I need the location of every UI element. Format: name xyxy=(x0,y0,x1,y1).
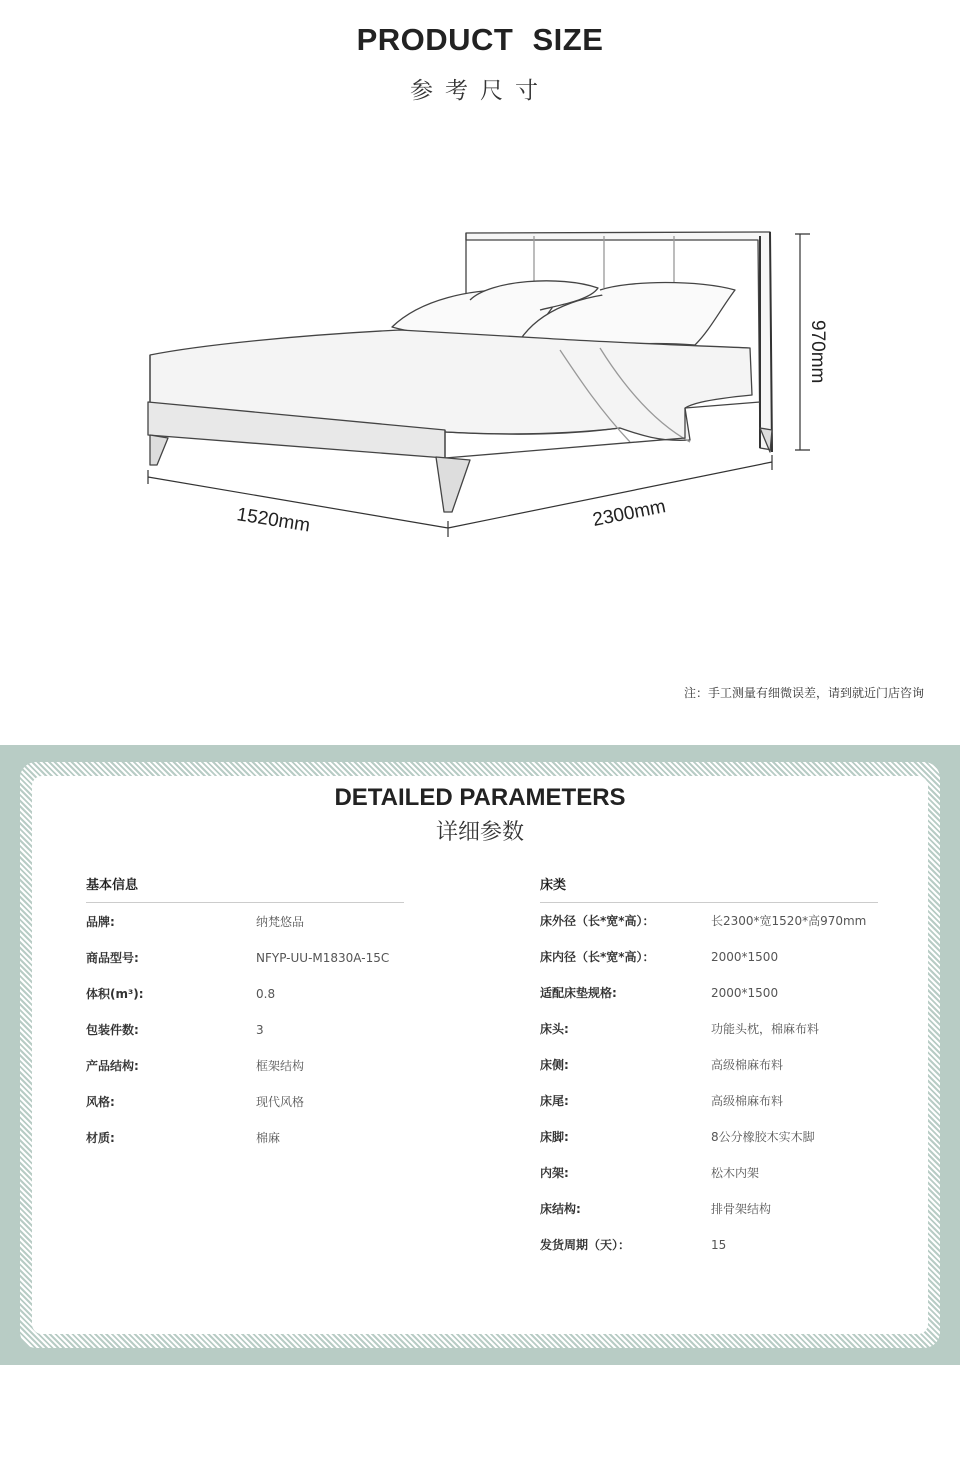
param-key: 床外径（长*宽*高）： xyxy=(540,914,655,928)
param-value: 高级棉麻布料 xyxy=(711,1058,784,1072)
params-title-cn: 详细参数 xyxy=(435,820,524,845)
param-key: 内架: xyxy=(540,1166,569,1180)
basic-info-heading: 基本信息 xyxy=(86,876,404,903)
param-row xyxy=(86,1120,404,1156)
param-row xyxy=(540,1155,878,1191)
param-row xyxy=(86,1012,404,1048)
param-key: 风格: xyxy=(86,1095,115,1109)
bed-leg xyxy=(150,435,168,465)
param-key: 床尾: xyxy=(540,1094,569,1108)
param-value: 松木内架 xyxy=(711,1166,760,1180)
measurement-note: 注：手工测量有细微误差，请到就近门店咨询 xyxy=(683,686,924,700)
param-row xyxy=(540,939,878,975)
bed-info-column xyxy=(540,876,878,1263)
param-value: 2000*1500 xyxy=(711,986,779,1000)
param-value: 现代风格 xyxy=(256,1095,305,1109)
param-row xyxy=(540,1011,878,1047)
bed-leg xyxy=(436,457,470,512)
param-key: 床侧: xyxy=(540,1058,569,1072)
param-value: 3 xyxy=(256,1023,264,1037)
param-key: 产品结构: xyxy=(86,1059,139,1073)
param-value: 排骨架结构 xyxy=(711,1202,772,1216)
size-title-en: PRODUCT SIZE xyxy=(356,22,604,57)
bed-dimension-drawing xyxy=(0,180,960,580)
param-key: 材质: xyxy=(86,1131,115,1145)
param-row xyxy=(540,1227,878,1263)
param-row xyxy=(540,903,878,939)
param-key: 品牌: xyxy=(86,915,115,929)
params-title-en: DETAILED PARAMETERS xyxy=(334,784,626,811)
dim-length-label: 2300mm xyxy=(590,496,668,531)
param-row xyxy=(86,940,404,976)
param-key: 床头: xyxy=(540,1022,569,1036)
dim-height-label: 970mm xyxy=(807,320,828,384)
param-row xyxy=(540,975,878,1011)
param-key: 床脚: xyxy=(540,1130,569,1144)
param-value: NFYP-UU-M1830A-15C xyxy=(256,951,390,965)
param-value: 高级棉麻布料 xyxy=(711,1094,784,1108)
param-key: 床内径（长*宽*高）： xyxy=(540,950,655,964)
param-row xyxy=(540,1191,878,1227)
param-value: 棉麻 xyxy=(256,1131,281,1145)
param-row xyxy=(86,904,404,940)
basic-info-column xyxy=(86,876,404,1156)
param-row xyxy=(86,976,404,1012)
param-value: 8公分橡胶木实木脚 xyxy=(711,1130,815,1144)
param-value: 2000*1500 xyxy=(711,950,779,964)
dim-width-label: 1520mm xyxy=(235,504,312,537)
param-row xyxy=(86,1084,404,1120)
bed-info-heading: 床类 xyxy=(540,876,878,903)
param-row xyxy=(540,1047,878,1083)
param-value: 框架结构 xyxy=(256,1059,305,1073)
param-key: 商品型号: xyxy=(86,951,139,965)
param-value: 长2300*宽1520*高970mm xyxy=(711,914,867,928)
param-value: 纳梵悠品 xyxy=(256,915,305,929)
param-value: 0.8 xyxy=(256,987,276,1001)
param-key: 发货周期（天）： xyxy=(540,1238,631,1252)
param-value: 15 xyxy=(711,1238,727,1252)
param-row xyxy=(540,1119,878,1155)
param-key: 体积(m³): xyxy=(86,987,144,1001)
param-key: 适配床垫规格: xyxy=(540,986,617,1000)
size-title-cn: 参考尺寸 xyxy=(410,78,550,104)
param-key: 床结构: xyxy=(540,1202,581,1216)
param-key: 包装件数: xyxy=(86,1023,139,1037)
param-row xyxy=(540,1083,878,1119)
param-row xyxy=(86,1048,404,1084)
param-value: 功能头枕，棉麻布料 xyxy=(711,1022,820,1036)
page-bottom-spacer xyxy=(0,1365,960,1462)
